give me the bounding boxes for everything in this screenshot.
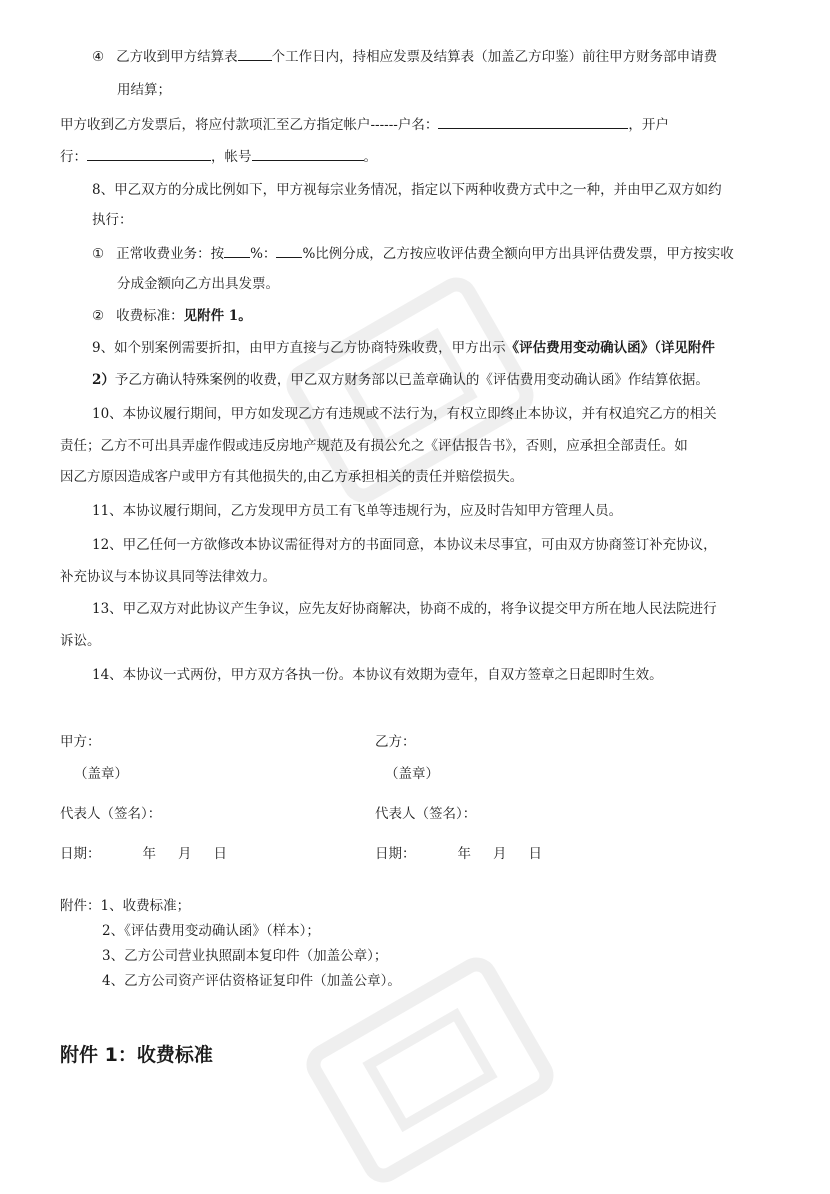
party-b-seal: （盖章）	[385, 766, 439, 782]
opt1-text-b: %：	[250, 246, 277, 262]
clause12-line1: 12、甲乙任何一方欲修改本协议需征得对方的书面同意，本协议未尽事宜，可由双方协商签订补充协议，	[92, 537, 717, 553]
clause8-line2: 执行：	[92, 212, 133, 228]
date-month: 月	[493, 846, 507, 862]
blank-bank[interactable]	[87, 146, 211, 161]
opt2-text-b: 见附件 1。	[183, 308, 252, 324]
c9-text-b: 《评估费用变动确认函》（详见附件	[505, 340, 715, 356]
pay-text-c: 行：	[60, 149, 87, 165]
party-a-rep: 代表人（签名）：	[60, 806, 162, 822]
item4-label: ④	[92, 49, 105, 65]
bank-line	[60, 146, 377, 167]
date-month: 月	[178, 846, 192, 862]
attachments-label: 附件：	[60, 898, 101, 914]
pay-text-d: ，帐号	[211, 149, 252, 165]
item4-text-a: 乙方收到甲方结算表	[116, 49, 238, 65]
c9-text-a: 9、如个别案例需要折扣，由甲方直接与乙方协商特殊收费，甲方出示	[92, 340, 506, 356]
party-a-date	[60, 844, 227, 864]
pay-text-e: 。	[363, 149, 377, 165]
clause8-option1	[92, 243, 734, 264]
date-day: 日	[213, 846, 227, 862]
clause9-line2	[92, 370, 709, 390]
attachment-item: 4、乙方公司资产评估资格证复印件（加盖公章）。	[102, 973, 401, 989]
item4-text-b: 个工作日内，持相应发票及结算表（加盖乙方印鉴）前往甲方财务部申请费	[271, 49, 718, 65]
clause14-line1: 14、本协议一式两份，甲方双方各执一份。本协议有效期为壹年，自双方签章之日起即时生效。	[92, 667, 663, 683]
blank-account-no[interactable]	[252, 146, 364, 161]
date-day: 日	[528, 846, 542, 862]
clause13-line2: 诉讼。	[60, 633, 101, 649]
clause11-line1: 11、本协议履行期间，乙方发现甲方员工有飞单等违规行为，应及时告知甲方管理人员。	[92, 503, 623, 519]
party-a-seal: （盖章）	[74, 766, 128, 782]
party-b-rep: 代表人（签名）：	[375, 806, 477, 822]
date-label: 日期：	[375, 846, 416, 862]
blank-ratio-a[interactable]	[224, 243, 250, 258]
clause8-line1: 8、甲乙双方的分成比例如下，甲方视每宗业务情况，指定以下两种收费方式中之一种，并由甲乙双方如约	[92, 182, 722, 198]
c9-text-c: 2）	[92, 372, 115, 388]
blank-ratio-b[interactable]	[276, 243, 302, 258]
date-year: 年	[142, 846, 156, 862]
opt1-text-a: 正常收费业务：按	[116, 246, 225, 262]
c9-text-d: 予乙方确认特殊案例的收费，甲乙双方财务部以已盖章确认的《评估费用变动确认函》作结算依据。	[114, 372, 709, 388]
date-label: 日期：	[60, 846, 101, 862]
clause13-line1: 13、甲乙双方对此协议产生争议，应先友好协商解决，协商不成的，将争议提交甲方所在地人民法院进行	[92, 601, 717, 617]
party-a-label: 甲方：	[60, 734, 101, 750]
clause10-line1: 10、本协议履行期间，甲方如发现乙方有违规或不法行为，有权立即终止本协议，并有权追究乙方的相关	[92, 406, 717, 422]
attachment-item: 2、《评估费用变动确认函》（样本）；	[102, 923, 320, 939]
clause10-line3: 因乙方原因造成客户或甲方有其他损失的,由乙方承担相关的责任并赔偿损失。	[60, 469, 524, 485]
clause12-line2: 补充协议与本协议具同等法律效力。	[60, 569, 276, 585]
attachments-first	[60, 896, 190, 916]
opt1-label: ①	[92, 246, 105, 262]
clause9-line1	[92, 338, 715, 358]
date-year: 年	[457, 846, 471, 862]
item4-cont: 用结算；	[117, 82, 171, 98]
attachment1-heading: 附件 1：收费标准	[60, 1044, 213, 1066]
blank-account-name[interactable]	[438, 114, 628, 129]
blank-days[interactable]	[238, 46, 272, 61]
clause7-item4	[92, 46, 717, 67]
party-b-label: 乙方：	[375, 734, 416, 750]
pay-text-a: 甲方收到乙方发票后，将应付款项汇至乙方指定帐户------户名：	[60, 117, 439, 133]
clause10-line2: 责任；乙方不可出具弄虚作假或违反房地产规范及有损公允之《评估报告书》，否则，应承担全部责任。如	[60, 438, 688, 454]
opt1-text-c: %比例分成，乙方按应收评估费全额向甲方出具评估费发票，甲方按实收	[302, 246, 734, 262]
payment-line	[60, 114, 669, 135]
opt2-text-a: 收费标准：	[116, 308, 184, 324]
party-b-date	[375, 844, 542, 864]
pay-text-b: ，开户	[628, 117, 669, 133]
clause8-option2	[92, 306, 252, 326]
opt2-label: ②	[92, 308, 105, 324]
attachment-item: 1、收费标准；	[100, 898, 191, 914]
attachment-item: 3、乙方公司营业执照副本复印件（加盖公章）；	[102, 948, 388, 964]
opt1-cont: 分成金额向乙方出具发票。	[117, 276, 279, 292]
